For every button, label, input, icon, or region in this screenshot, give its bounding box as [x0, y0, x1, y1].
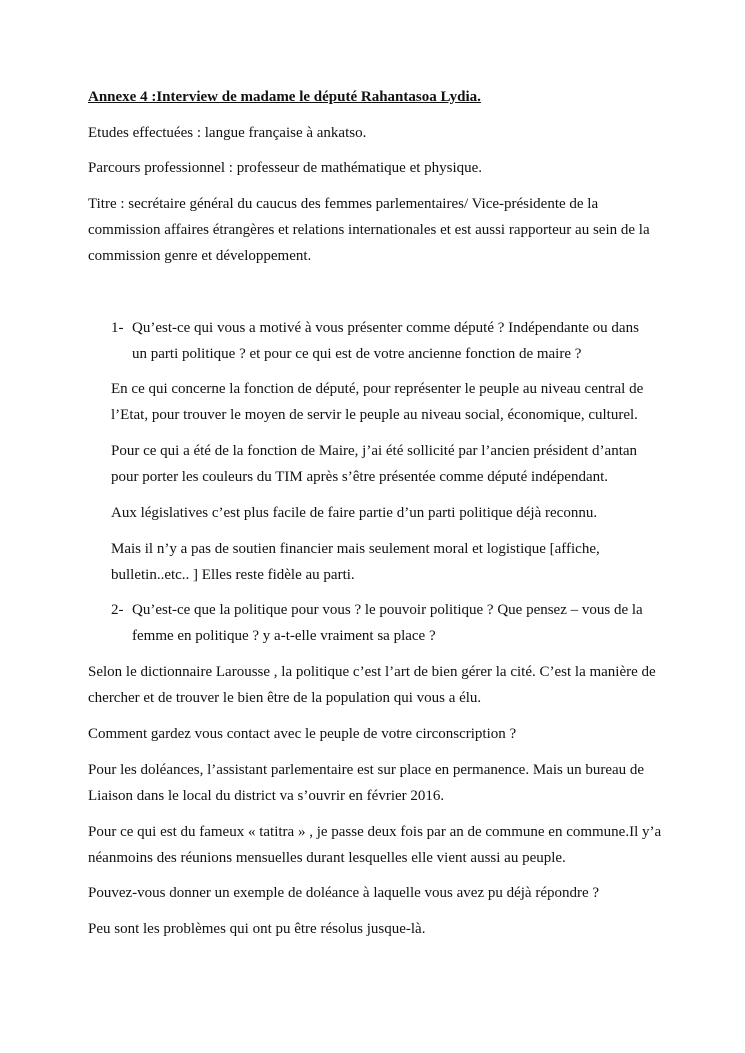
answer-paragraph: Pour les doléances, l’assistant parlementaire est sur place en permanence. Mais un bureau de Liaison dans le local du district va s’ouvrir en février 2016.	[88, 762, 645, 804]
answer-paragraph: Aux législatives c’est plus facile de faire partie d’un parti politique déjà reconnu.	[111, 505, 598, 521]
question-number: 2-	[111, 602, 124, 618]
question-number: 1-	[111, 320, 124, 336]
answer-paragraph: Pour ce qui est du fameux « tatitra » , je passe deux fois par an de commune en commune.Il y’a néanmoins des réunions mensuelles durant lesquelles elle vient aussi au peuple.	[88, 824, 662, 866]
titre-paragraph: Titre : secrétaire général du caucus des femmes parlementaires/ Vice-présidente de la commission affaires étrangères et relations internationales et est aussi rapporteur au sein de la commission genre et développement.	[88, 196, 650, 264]
question-1	[111, 315, 656, 367]
answer-paragraph: Selon le dictionnaire Larousse , la politique c’est l’art de bien gérer la cité. C’est la manière de chercher et de trouver le bien être de la population qui vous a élu.	[88, 664, 656, 706]
answer-paragraph: Mais il n’y a pas de soutien financier mais seulement moral et logistique [affiche, bulletin..etc.. ] Elles reste fidèle au parti.	[111, 541, 600, 583]
question-paragraph: Pouvez-vous donner un exemple de doléance à laquelle vous avez pu déjà répondre ?	[88, 885, 600, 901]
parcours-line: Parcours professionnel : professeur de mathématique et physique.	[88, 160, 483, 176]
answer-paragraph: Peu sont les problèmes qui ont pu être résolus jusque-là.	[88, 921, 426, 937]
question-text: Qu’est-ce qui vous a motivé à vous présenter comme député ? Indépendante ou dans un parti politique ? et pour ce qui est de votre ancienne fonction de maire ?	[132, 320, 639, 362]
question-2	[111, 597, 656, 649]
answer-paragraph: Pour ce qui a été de la fonction de Maire, j’ai été sollicité par l’ancien président d’antan pour porter les couleurs du TIM après s’être présentée comme député indépendant.	[111, 443, 638, 485]
question-text: Qu’est-ce que la politique pour vous ? le pouvoir politique ? Que pensez – vous de la femme en politique ? y a-t-elle vraiment sa place ?	[132, 602, 643, 644]
etudes-line: Etudes effectuées : langue française à ankatso.	[88, 125, 367, 141]
answer-paragraph: En ce qui concerne la fonction de député, pour représenter le peuple au niveau central de l’Etat, pour trouver le moyen de servir le peuple au niveau social, économique, culturel.	[111, 381, 644, 423]
question-paragraph: Comment gardez vous contact avec le peuple de votre circonscription ?	[88, 726, 517, 742]
document-title: Annexe 4 :Interview de madame le député Rahantasoa Lydia.	[88, 89, 481, 105]
